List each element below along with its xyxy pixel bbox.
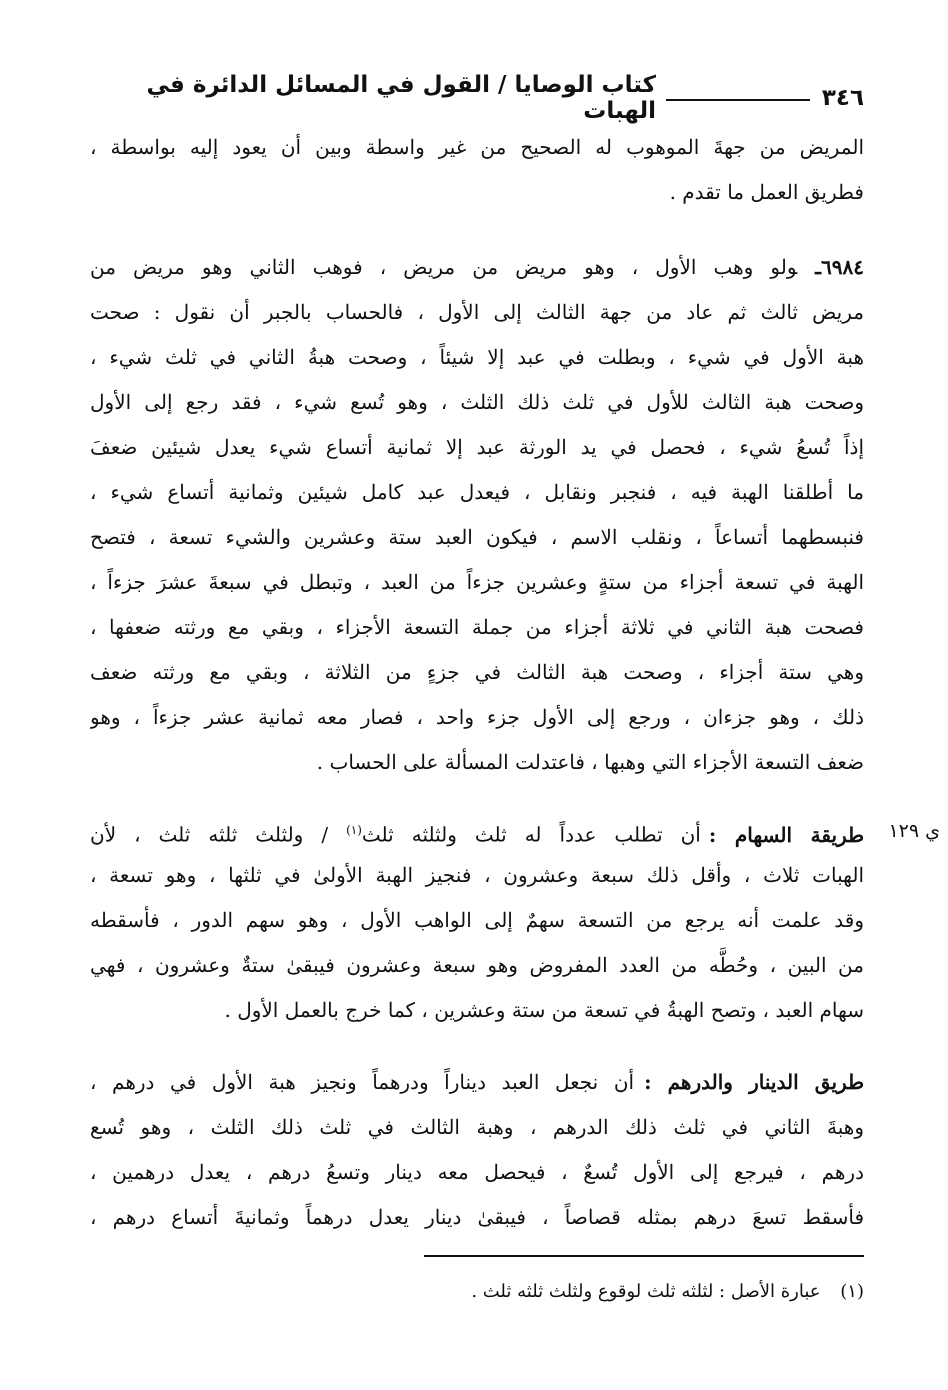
text-line: سهام العبد ، وتصح الهبةُ في تسعة من ستة وعشرين ، كما خرج بالعمل الأول . — [224, 998, 864, 1022]
method-heading: طريقة السهام : — [708, 822, 864, 847]
footnote-marker: (١) — [346, 823, 362, 837]
footnote — [200, 1277, 864, 1307]
running-header — [90, 72, 864, 124]
text-line: وصحت هبة الثالث للأول في ثلث ذلك الثلث ، وهو تُسع شيء ، فقد رجع إلى الأول — [90, 390, 864, 414]
text-line: وهبةَ الثاني في ثلث ذلك الدرهم ، وهبة الثالث في ثلث ذلك الثلث ، وهو تُسع — [90, 1115, 864, 1139]
footnote-rule — [424, 1255, 864, 1257]
dinar-paragraph — [90, 1060, 864, 1240]
intro-paragraph — [90, 125, 864, 215]
issue-number: ٦٩٨٤ـ — [815, 255, 864, 279]
text-line — [90, 245, 864, 290]
text-line: إذاً تُسعُ شيء ، فحصل في يد الورثة عبد إلا ثمانية أتساع شيء يعدل شيئين ضعفَ — [90, 435, 864, 459]
text-line: المريض من جهةَ الموهوب له الصحيح من غير واسطة وبين أن يعود إليه بواسطة ، — [90, 135, 864, 159]
header-rule — [666, 99, 810, 101]
text-line: فنبسطهما أتساعاً ، ونقلب الاسم ، فيكون العبد ستة وعشرين والشيء تسعة ، فتصح — [90, 525, 864, 549]
text-line: درهم ، فيرجع إلى الأول تُسعٌ ، فيحصل معه دينار وتسعُ درهم ، يعدل درهمين ، — [90, 1160, 864, 1184]
text-line: ما أطلقنا الهبة فيه ، فنجبر ونقابل ، فيعدل عبد كامل شيئين وثمانية أتساع شيء ، — [90, 480, 864, 504]
text-line: وقد علمت أنه يرجع من التسعة سهمٌ إلى الواهب الأول ، وهو سهم الدور ، فأسقطه — [90, 908, 864, 932]
text-line: فطريق العمل ما تقدم . — [669, 180, 864, 204]
text-line: وهي ستة أجزاء ، وصحت هبة الثالث في جزءٍ من الثلاثة ، وبقي مع ورثته ضعف — [90, 660, 864, 684]
text-line: الهبة في تسعة أجزاء من ستةٍ وعشرين جزءاً من العبد ، وتبطل في سبعةَ عشرَ جزءاً ، — [90, 570, 864, 594]
method-heading: طريق الدينار والدرهم : — [644, 1070, 864, 1094]
header-title: كتاب الوصايا / القول في المسائل الدائرة في الهبات — [146, 72, 657, 124]
text-line: من البين ، وحُطَّه من العدد المفروض وهو سبعة وعشرون فيبقىٰ ستةٌ وعشرون ، فهي — [90, 953, 864, 977]
text-line: طريق الدينار والدرهم :أن نجعل العبد ديناراً ودرهماً ونجيز هبة الأول في درهم ، — [90, 1070, 864, 1094]
text-line: ذلك ، وهو جزءان ، ورجع إلى الأول جزء واحد ، فصار معه ثمانية عشر جزءاً ، وهو — [90, 705, 864, 729]
text-line: فصحت هبة الثاني في ثلاثة أجزاء من جملة التسعة الأجزاء ، وبقي مع ورثته ضعفها ، — [90, 615, 864, 639]
footnote-number: (١) — [840, 1281, 864, 1302]
footnote-text: عبارة الأصل : لثلثه ثلث لوقوع ولثلث ثلثه ثلث . — [471, 1281, 821, 1302]
text-line: ضعف التسعة الأجزاء التي وهبها ، فاعتدلت المسألة على الحساب . — [316, 750, 864, 774]
issue-line-text: ولو وهب الأول ، وهو مريض من مريض ، فوهب الثاني وهو مريض من — [90, 255, 798, 279]
text-line: طريقة السهام :أن تطلب عدداً له ثلث ولثلثه ثلث$^{(١)}$ / ولثلث ثلثه ثلث ، لأن — [90, 822, 864, 847]
sihaam-paragraph — [90, 808, 864, 1033]
text-line: فأسقط تسعَ درهم بمثله قصاصاً ، فيبقىٰ دينار يعدل درهماً وثمانيةَ أتساع درهم ، — [90, 1205, 864, 1229]
text-line: الهبات ثلاث ، وأقل ذلك سبعة وعشرون ، فنجيز الهبة الأولىٰ في ثلثها ، وهو تسعة ، — [90, 863, 864, 887]
text-line: هبة الأول في شيء ، وبطلت في عبد إلا شيئاً ، وصحت هبةُ الثاني في ثلث شيء ، — [90, 345, 864, 369]
page-number: ٣٤٦ — [821, 85, 864, 111]
issue-paragraph — [90, 245, 864, 785]
text-line: مريض ثالث ثم عاد من جهة الثالث إلى الأول ، فالحساب بالجبر أن نقول : صحت — [90, 300, 864, 324]
margin-reference: ي ١٢٩ — [888, 820, 940, 842]
